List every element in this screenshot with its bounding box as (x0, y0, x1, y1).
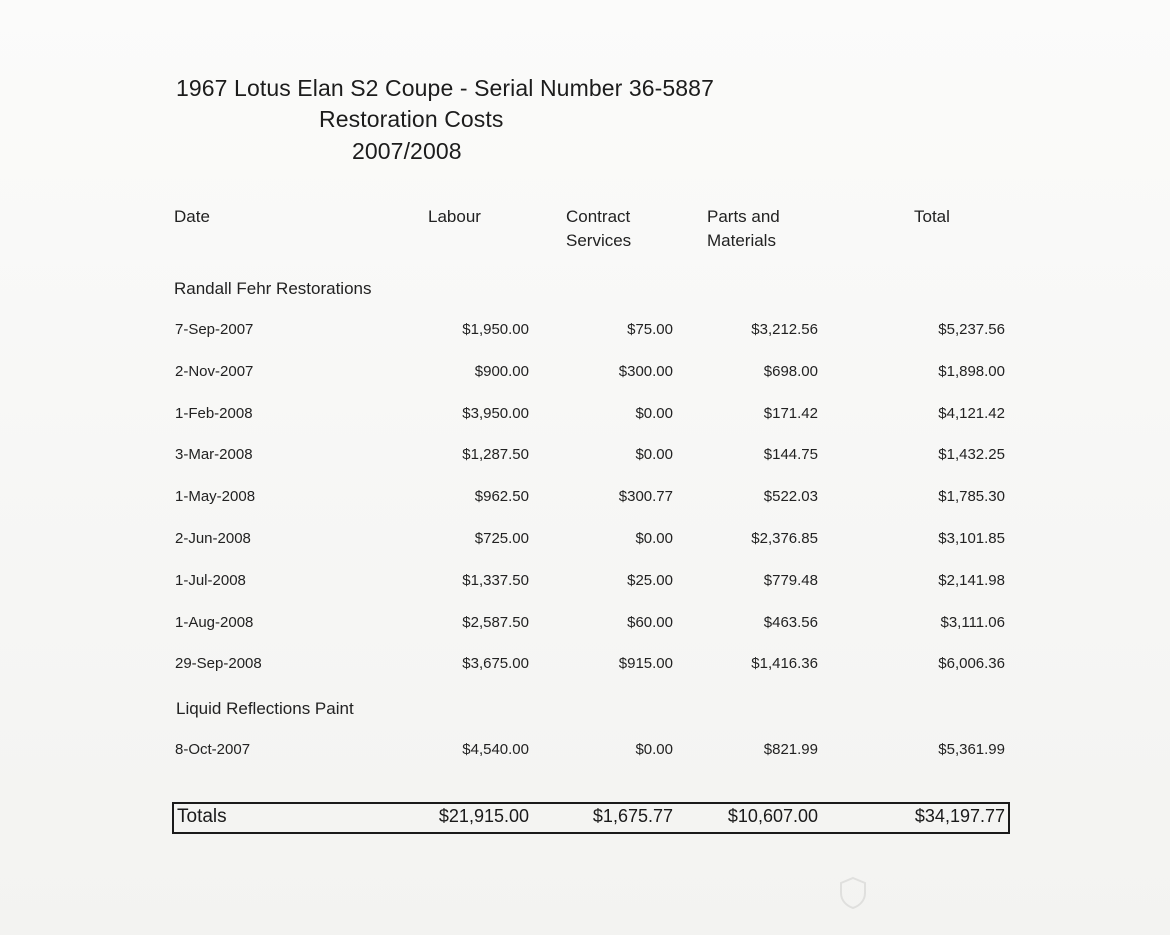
row-total: $2,141.98 (938, 571, 1005, 589)
table-row (0, 530, 1170, 552)
header-total: Total (914, 207, 950, 226)
row-total: $3,111.06 (940, 613, 1005, 631)
table-row (0, 488, 1170, 510)
row-labour: $3,950.00 (462, 404, 529, 422)
row-parts-and-materials: $3,212.56 (751, 321, 818, 338)
row-contract-services: $0.00 (635, 741, 673, 758)
totals-label: Totals (177, 806, 227, 827)
row-parts-and-materials: $2,376.85 (751, 530, 818, 547)
row-contract-services: $25.00 (627, 571, 673, 589)
row-parts-and-materials: $779.48 (763, 571, 818, 589)
row-labour: $1,950.00 (462, 321, 529, 338)
table-row (0, 741, 1170, 763)
row-contract-services: $0.00 (635, 446, 673, 464)
header-parts-and-materials: Parts and Materials (707, 207, 780, 250)
row-date: 1-May-2008 (175, 488, 256, 506)
row-total: $3,101.85 (938, 530, 1005, 547)
table-row (0, 614, 1170, 636)
document-subtitle: Restoration Costs (319, 106, 504, 132)
row-contract-services: $75.00 (627, 321, 673, 338)
table-row (0, 321, 1170, 343)
table-row (0, 655, 1170, 677)
row-labour: $962.50 (474, 488, 529, 506)
table-row (0, 405, 1170, 427)
row-total: $5,361.99 (938, 741, 1005, 758)
section-heading: Liquid Reflections Paint (176, 699, 354, 718)
row-contract-services: $0.00 (635, 530, 673, 547)
row-labour: $725.00 (474, 530, 529, 547)
totals-parts-and-materials: $10,607.00 (727, 806, 818, 826)
header-contract-services: Contract Services (566, 207, 632, 250)
row-date: 3-Mar-2008 (175, 446, 253, 464)
row-total: $4,121.42 (938, 404, 1005, 422)
row-contract-services: $300.00 (618, 362, 673, 380)
row-parts-and-materials: $144.75 (763, 446, 818, 464)
watermark (838, 876, 868, 910)
row-date: 1-Aug-2008 (175, 613, 254, 631)
totals-row (0, 806, 1170, 832)
row-date: 8-Oct-2007 (175, 741, 251, 758)
row-parts-and-materials: $171.42 (763, 404, 818, 422)
table-row (0, 363, 1170, 385)
row-labour: $2,587.50 (462, 613, 529, 631)
watermark-shield-icon (838, 876, 868, 910)
row-total: $1,785.30 (938, 488, 1005, 506)
row-date: 1-Feb-2008 (175, 404, 253, 422)
totals-labour: $21,915.00 (438, 806, 529, 826)
row-date: 7-Sep-2007 (175, 321, 254, 338)
row-parts-and-materials: $522.03 (763, 488, 818, 506)
header-labour: Labour (428, 207, 481, 226)
table-row (0, 572, 1170, 594)
row-total: $1,432.25 (938, 446, 1005, 464)
row-date: 1-Jul-2008 (175, 571, 246, 589)
document-title: 1967 Lotus Elan S2 Coupe - Serial Number 36-5887 (176, 75, 714, 101)
row-total: $1,898.00 (938, 362, 1005, 380)
row-labour: $1,287.50 (462, 446, 529, 464)
row-contract-services: $300.77 (618, 488, 673, 506)
totals-contract-services: $1,675.77 (592, 806, 673, 826)
row-contract-services: $915.00 (618, 655, 673, 673)
row-labour: $4,540.00 (462, 741, 529, 758)
row-contract-services: $0.00 (635, 404, 673, 422)
row-date: 2-Jun-2008 (175, 530, 251, 547)
row-date: 29-Sep-2008 (175, 655, 262, 673)
row-labour: $1,337.50 (462, 571, 529, 589)
section-heading: Randall Fehr Restorations (174, 279, 372, 298)
row-total: $5,237.56 (938, 321, 1005, 338)
row-parts-and-materials: $698.00 (763, 362, 818, 380)
row-parts-and-materials: $821.99 (763, 741, 818, 758)
row-labour: $3,675.00 (462, 655, 529, 673)
row-parts-and-materials: $463.56 (763, 613, 818, 631)
table-row (0, 446, 1170, 468)
header-date: Date (174, 207, 210, 226)
row-date: 2-Nov-2007 (175, 362, 254, 380)
row-total: $6,006.36 (938, 655, 1005, 673)
document-period: 2007/2008 (352, 138, 462, 164)
row-labour: $900.00 (474, 362, 529, 380)
row-contract-services: $60.00 (627, 613, 673, 631)
row-parts-and-materials: $1,416.36 (751, 655, 818, 673)
totals-total: $34,197.77 (914, 806, 1005, 826)
